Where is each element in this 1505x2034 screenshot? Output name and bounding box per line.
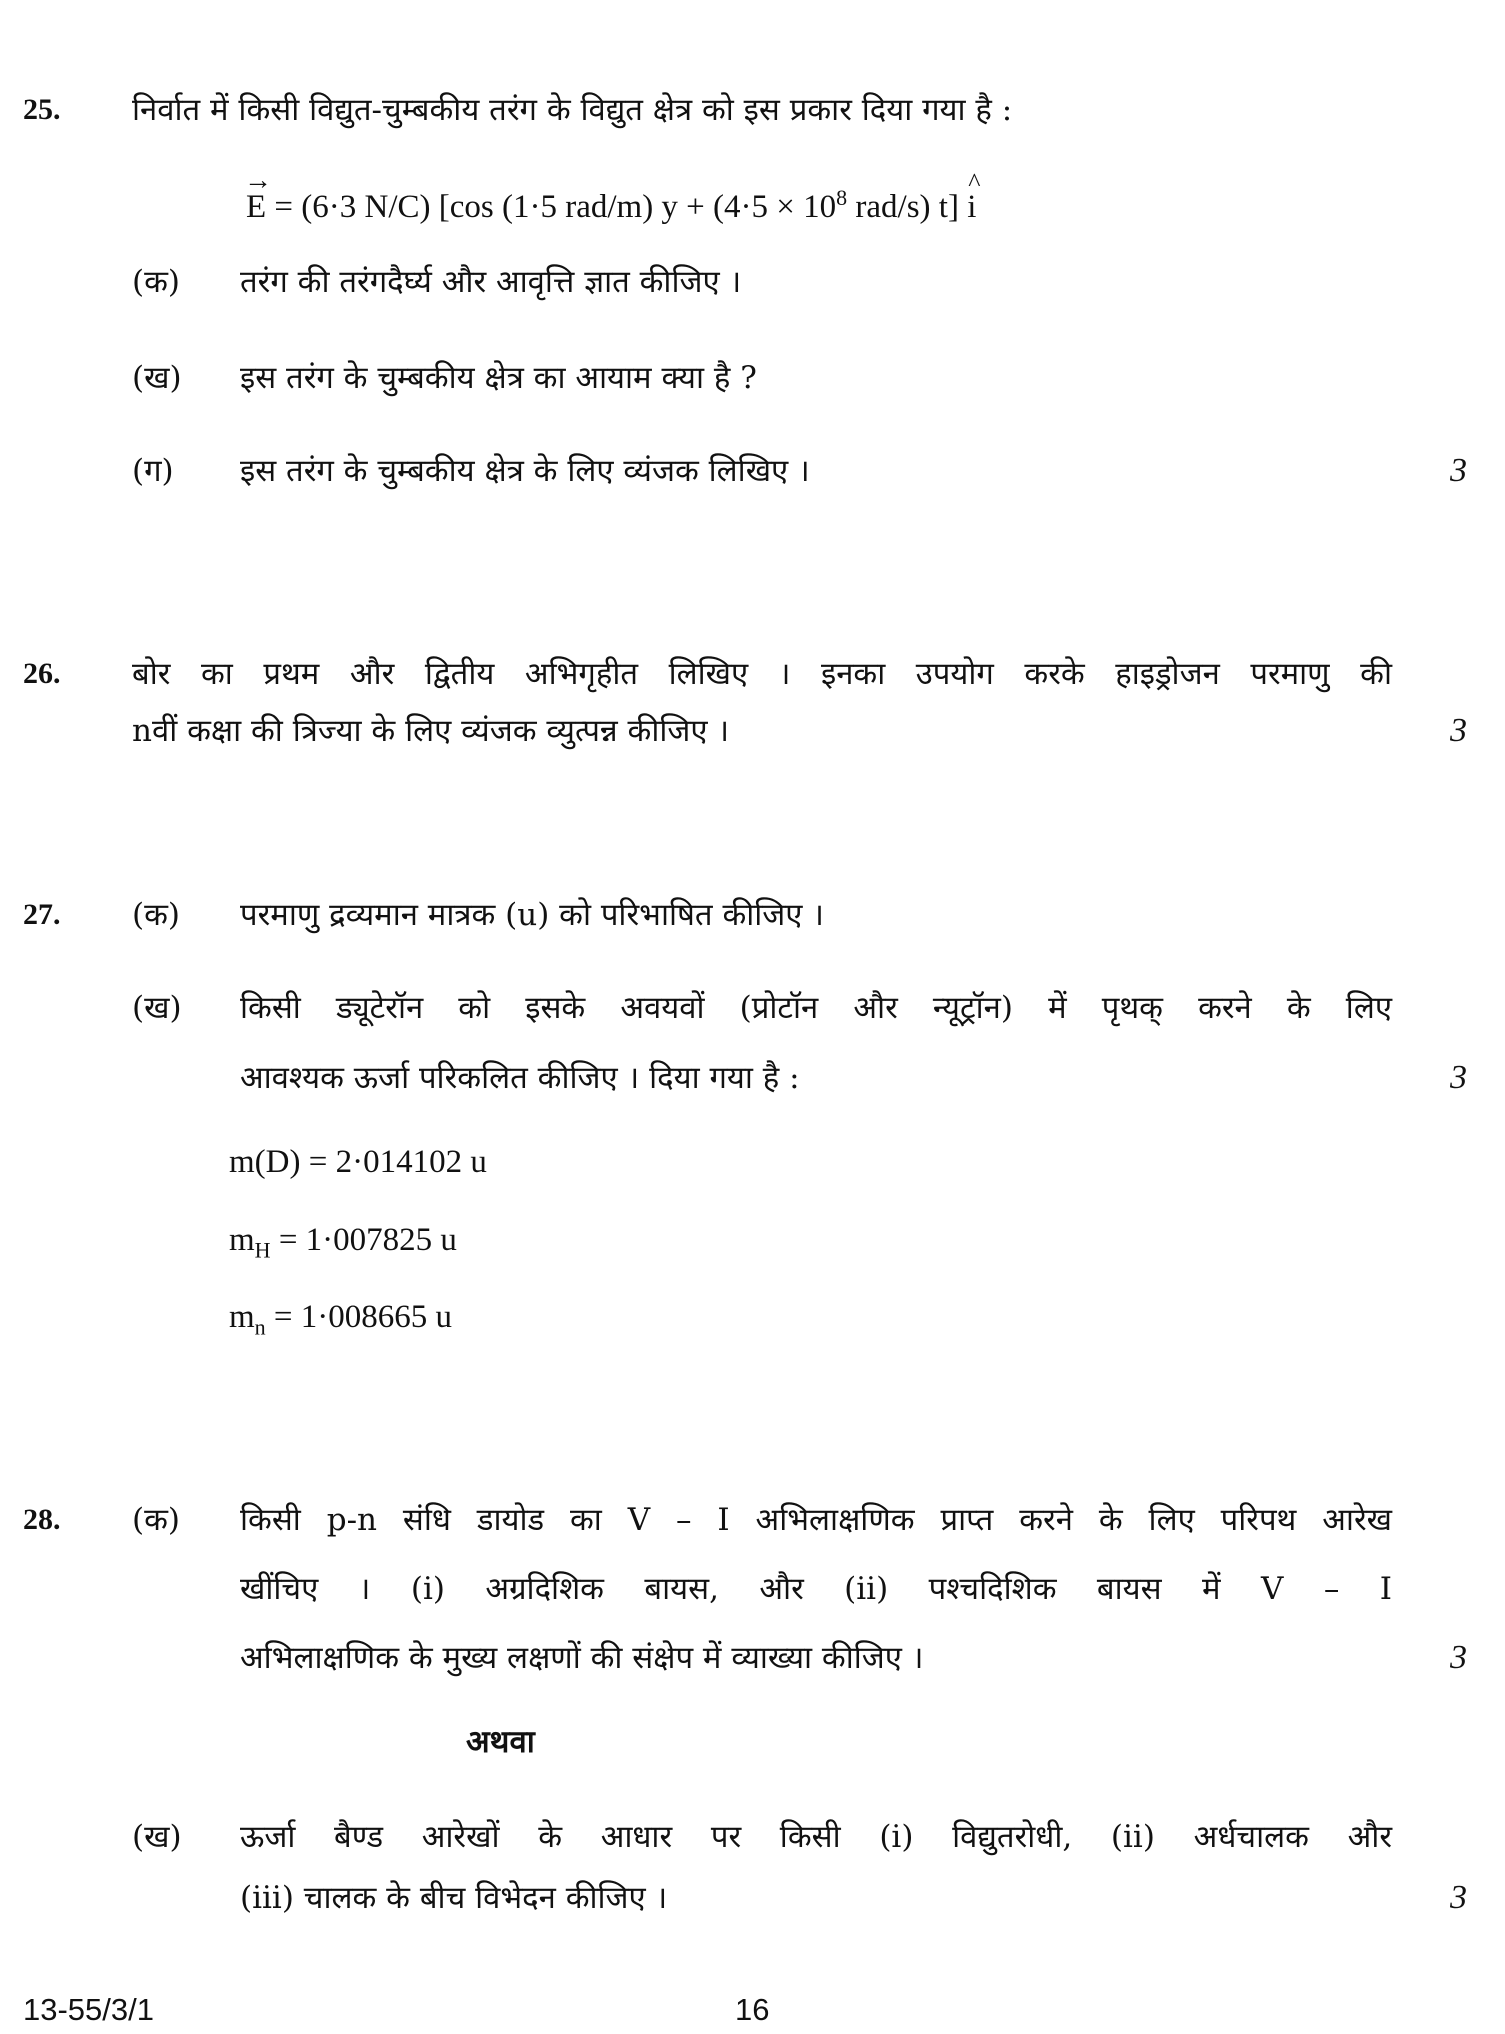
part-text: (iii) चालक के बीच विभेदन कीजिए । [240,1880,668,1916]
equation [246,178,976,227]
marks: 3 [1450,712,1467,749]
part-text: खींचिए । (i) अग्रदिशिक बायस, और (ii) पश्चदिशिक बायस में V – I [240,1571,1392,1607]
given-value [229,1142,487,1193]
part-label: (ग) [132,453,174,489]
equation-exponent: 8 [836,185,848,210]
value: = 2·014102 u [300,1144,487,1180]
subscript: H [254,1237,271,1263]
symbol: m [229,1222,255,1258]
part-label: (ख) [132,360,182,396]
subscript: n [254,1314,266,1340]
part-text: इस तरंग के चुम्बकीय क्षेत्र के लिए व्यंजक लिखिए । [240,453,810,489]
part-label: (ख) [132,1819,182,1855]
part-label: (क) [132,264,180,300]
marks: 3 [1450,1879,1467,1916]
question-number: 26. [23,657,61,690]
equation-tail: rad/s) t] [847,189,968,225]
page-number: 16 [735,1992,770,2027]
part-text: ऊर्जा बैण्ड आरेखों के आधार पर किसी (i) विद्युतरोधी, (ii) अर्धचालक और [240,1819,1392,1855]
part-text: किसी ड्यूटेरॉन को इसके अवयवों (प्रोटॉन और न्यूट्रॉन) में पृथक् करने के लिए [240,990,1392,1026]
part-text: किसी p-n संधि डायोड का V – I अभिलाक्षणिक प्राप्त करने के लिए परिपथ आरेख [240,1502,1392,1538]
vector-e: → E [246,187,266,227]
symbol: m(D) [229,1144,301,1180]
given-value [229,1297,452,1348]
question-number: 25. [23,93,61,126]
value: = 1·007825 u [270,1222,457,1258]
question-text: nवीं कक्षा की त्रिज्या के लिए व्यंजक व्युत्पन्न कीजिए । [132,713,730,749]
part-text: अभिलाक्षणिक के मुख्य लक्षणों की संक्षेप में व्याख्या कीजिए । [240,1640,924,1676]
symbol: m [229,1299,255,1335]
part-label: (ख) [132,990,182,1026]
question-text: निर्वात में किसी विद्युत-चुम्बकीय तरंग के विद्युत क्षेत्र को इस प्रकार दिया गया है : [132,92,1013,128]
or-separator: अथवा [466,1724,535,1760]
question-number: 27. [23,898,61,931]
part-text: आवश्यक ऊर्जा परिकलित कीजिए । दिया गया है : [240,1060,800,1096]
part-label: (क) [132,1502,180,1538]
paper-code: 13-55/3/1 [23,1992,154,2027]
equation-body: = (6·3 N/C) [cos (1·5 rad/m) y + (4·5 × 10 [266,189,837,225]
unit-vector-i: ^ i [967,187,976,227]
given-value [229,1220,457,1271]
marks: 3 [1450,1059,1467,1096]
part-text: परमाणु द्रव्यमान मात्रक (u) को परिभाषित कीजिए । [240,897,825,933]
part-text: तरंग की तरंगदैर्घ्य और आवृत्ति ज्ञात कीजिए । [240,264,742,300]
marks: 3 [1450,452,1467,489]
question-number: 28. [23,1503,61,1536]
question-text: बोर का प्रथम और द्वितीय अभिगृहीत लिखिए । इनका उपयोग करके हाइड्रोजन परमाणु की [132,656,1392,692]
part-text: इस तरंग के चुम्बकीय क्षेत्र का आयाम क्या है ? [240,360,757,396]
marks: 3 [1450,1639,1467,1676]
part-label: (क) [132,897,180,933]
value: = 1·008665 u [265,1299,453,1335]
